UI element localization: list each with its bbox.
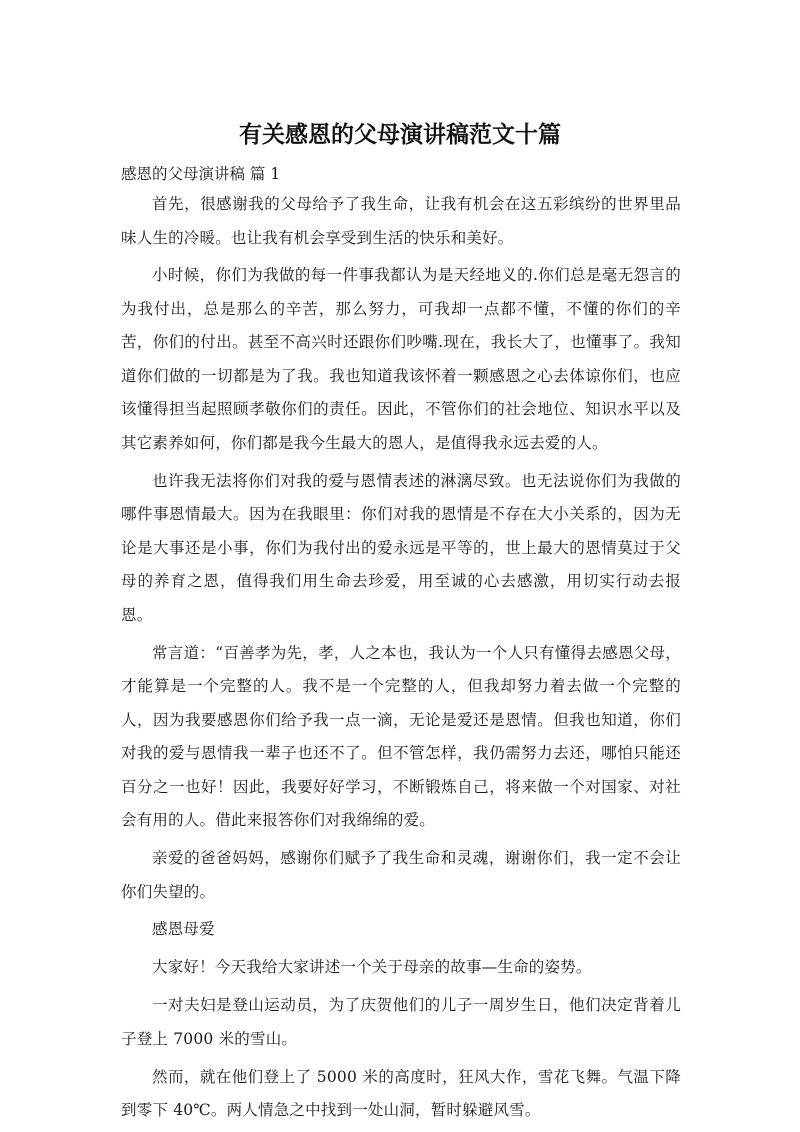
- paragraph: 小时候，你们为我做的每一件事我都认为是天经地义的.你们总是毫无怨言的为我付出，总是那么的辛苦，那么努力，可我却一点都不懂，不懂的你们的辛苦，你们的付出。甚至不高兴时还跟你们吵嘴.现在，我长大了，也懂事了。我知道你们做的一切都是为了我。我也知道我该怀着一颗感恩之心去体谅你们，也应该懂得担当起照顾孝敬你们的责任。因此，不管你们的社会地位、知识水平以及其它素养如何，你们都是我今生最大的恩人，是值得我永远去爱的人。: [121, 266, 681, 452]
- paragraph: 大家好！今天我给大家讲述一个关于母亲的故事—生命的姿势。: [152, 958, 592, 977]
- section-heading: 感恩的父母演讲稿 篇 1: [121, 165, 281, 183]
- subsection-heading: 感恩母爱: [152, 920, 215, 939]
- paragraph: 亲爱的爸爸妈妈，感谢你们赋予了我生命和灵魂，谢谢你们，我一定不会让你们失望的。: [121, 849, 681, 901]
- paragraph: 首先，很感谢我的父母给予了我生命，让我有机会在这五彩缤纷的世界里品味人生的冷暖。也让我有机会享受到生活的快乐和美好。: [121, 195, 681, 247]
- paragraph: 然而，就在他们登上了 5000 米的高度时，狂风大作，雪花飞舞。气温下降到零下 40℃。两人情急之中找到一处山洞，暂时躲避风雪。: [121, 1067, 681, 1120]
- document-body: [121, 188, 681, 1132]
- paragraph: 也许我无法将你们对我的爱与恩情表述的淋漓尽致。也无法说你们为我做的哪件事恩情最大。因为在我眼里：你们对我的恩情是不存在大小关系的，因为无论是大事还是小事，你们为我付出的爱永远是平等的，世上最大的恩情莫过于父母的养育之恩，值得我们用生命去珍爱，用至诚的心去感激，用切实行动去报恩。: [121, 471, 681, 624]
- document-title: 有关感恩的父母演讲稿范文十篇: [239, 122, 561, 148]
- paragraph: 一对夫妇是登山运动员，为了庆贺他们的儿子一周岁生日，他们决定背着儿子登上 7000 米的雪山。: [121, 996, 681, 1048]
- paragraph: 常言道：“百善孝为先，孝，人之本也，我认为一个人只有懂得去感恩父母，才能算是一个完整的人。我不是一个完整的人，但我却努力着去做一个完整的人，因为我要感恩你们给予我一点一滴，无论是爱还是恩情。但我也知道，你们对我的爱与恩情我一辈子也还不了。但不管怎样，我仍需努力去还，哪怕只能还百分之一也好！因此，我要好好学习，不断锻炼自己，将来做一个对国家、对社会有用的人。借此来报答你们对我绵绵的爱。: [121, 643, 681, 830]
